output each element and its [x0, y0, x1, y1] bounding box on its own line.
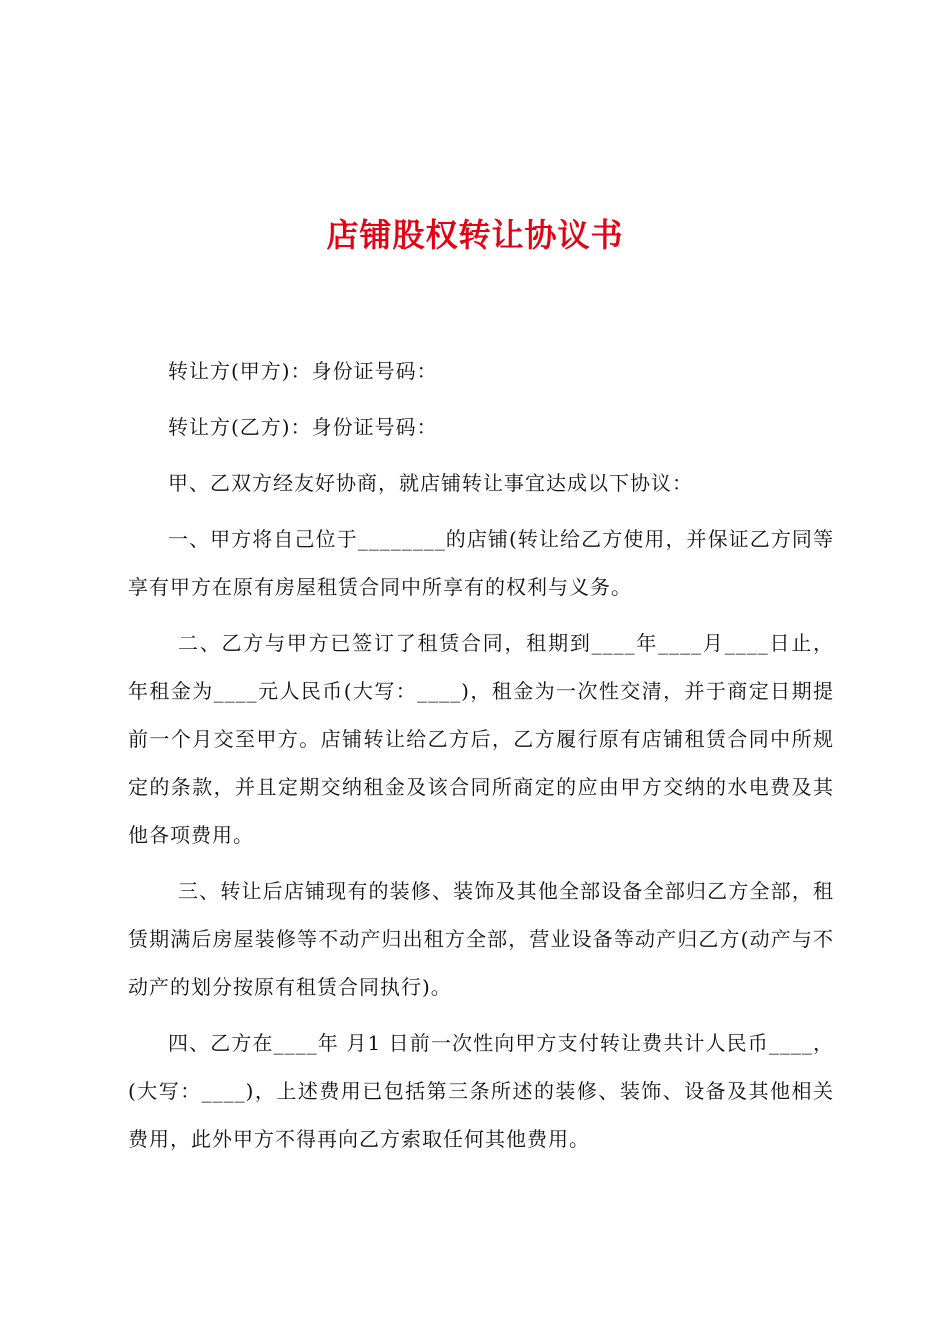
- document-body: [128, 347, 834, 1171]
- party-a-line: 转让方(甲方)：身份证号码：: [168, 359, 438, 383]
- party-b-line: 转让方(乙方)：身份证号码：: [168, 415, 438, 439]
- document-title: 店铺股权转让协议书: [326, 216, 624, 254]
- clause-4: 四、乙方在____年 月1 日前一次性向甲方支付转让费共计人民币____，(大写：____)，上述费用已包括第三条所述的装修、装饰、设备及其他相关费用，此外甲方不得再向乙方索取任何其他费用。: [128, 1031, 834, 1151]
- clause-3: 三、转让后店铺现有的装修、装饰及其他全部设备全部归乙方全部，租赁期满后房屋装修等不动产归出租方全部，营业设备等动产归乙方(动产与不动产的划分按原有租赁合同执行)。: [128, 879, 834, 999]
- agreement-intro: 甲、乙双方经友好协商，就店铺转让事宜达成以下协议：: [168, 471, 693, 495]
- clause-1: 一、甲方将自己位于________的店铺(转让给乙方使用，并保证乙方同等享有甲方在原有房屋租赁合同中所享有的权利与义务。: [128, 527, 834, 599]
- clause-2: 二、乙方与甲方已签订了租赁合同，租期到____年____月____日止，年租金为____元人民币(大写：____)，租金为一次性交清，并于商定日期提前一个月交至甲方。店铺转让给乙方后，乙方履行原有店铺租赁合同中所规定的条款，并且定期交纳租金及该合同所商定的应由甲方交纳的水电费及其他各项费用。: [128, 631, 834, 847]
